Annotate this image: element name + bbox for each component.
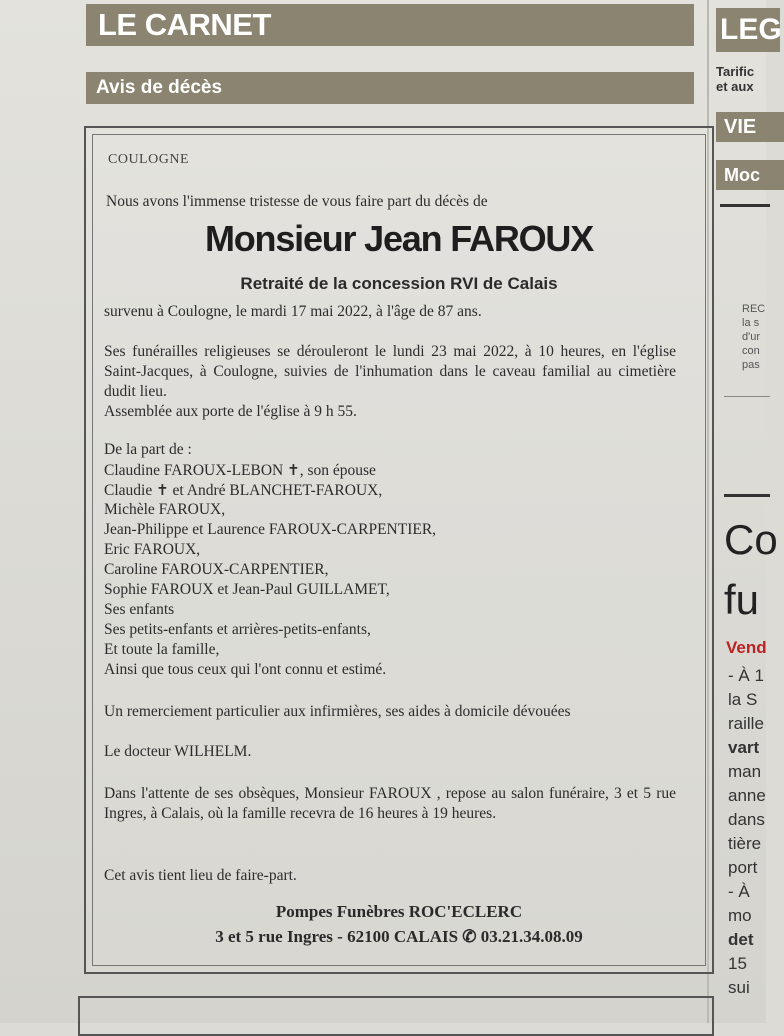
family-member-line: [104, 500, 676, 520]
right-column-body-line: 15: [728, 954, 747, 973]
family-member-name: Michèle FAROUX,: [104, 501, 226, 518]
right-column-body-line: port: [728, 858, 758, 877]
rule: [724, 494, 770, 497]
family-member-name: Jean-Philippe et Laurence FAROUX-CARPENTIER,: [104, 521, 437, 538]
family-member-line: [104, 640, 676, 660]
right-column-body-line: anne: [728, 786, 766, 805]
right-column-body-line: sui: [728, 978, 750, 997]
right-column-body-line: tière: [728, 834, 762, 853]
funeral-company-address: 3 et 5 rue Ingres - 62100 CALAIS ✆ 03.21.34.08.09: [215, 927, 583, 946]
right-column-small-line: pas: [742, 359, 760, 371]
rule: [720, 204, 770, 207]
right-column-bar-moc: Moc: [716, 160, 784, 190]
right-column-small-line: d'ur: [742, 331, 760, 343]
right-column-small-line: con: [742, 345, 760, 357]
thanks-doctor: Le docteur WILHELM.: [104, 743, 252, 760]
next-notice-box: [78, 996, 714, 1036]
family-member-relation: , son épouse: [299, 462, 376, 479]
right-column-headline: [724, 510, 778, 630]
rule: [724, 396, 770, 397]
assembly-text: Assemblée aux porte de l'église à 9 h 55.: [104, 403, 357, 420]
family-member-name: Claudine FAROUX-LEBON: [104, 462, 288, 479]
headline-line: fu: [724, 576, 760, 623]
right-column-small-line: REC: [742, 303, 766, 315]
tarif-line: Tarific: [716, 64, 755, 79]
family-member-line: [104, 460, 676, 480]
cross-icon: ✝: [156, 481, 169, 499]
right-column-red-word: Vend: [726, 638, 767, 657]
right-column-body-line: - À: [728, 882, 750, 901]
cross-icon: ✝: [287, 461, 300, 479]
family-member-line: [104, 580, 676, 600]
right-column-body-line: dans: [728, 810, 765, 829]
family-member-name: Eric FAROUX,: [104, 541, 201, 558]
family-member-name: Claudie: [104, 482, 157, 499]
right-column-body-line: - À 1: [728, 666, 764, 685]
notice-town: COULOGNE: [108, 152, 189, 167]
right-column-tarif: [716, 64, 754, 94]
rest-text: Dans l'attente de ses obsèques, Monsieur FAROUX , repose au salon funéraire, 3 et 5 rue Ingres, à Calais, où la famille recevra de 16 heures à 19 heures.: [104, 785, 676, 822]
right-column-small-line: la s: [742, 317, 760, 329]
right-column-body-line: raille: [728, 714, 764, 733]
right-column-body-line: vart: [728, 738, 760, 757]
funeral-company-name: Pompes Funèbres ROC'ECLERC: [275, 902, 523, 921]
family-member-name: Et toute la famille,: [104, 641, 220, 658]
right-column-bar-vie: VIE: [716, 112, 784, 142]
family-member-name: Ses enfants: [104, 601, 175, 618]
headline-line: Co: [724, 516, 778, 563]
family-member-line: [104, 520, 676, 540]
death-line: survenu à Coulogne, le mardi 17 mai 2022, à l'âge de 87 ans.: [104, 303, 482, 320]
notice-intro: Nous avons l'immense tristesse de vous faire part du décès de: [106, 193, 488, 210]
family-member-relation: et André BLANCHET-FAROUX,: [168, 482, 383, 499]
section-header: LE CARNET: [86, 4, 694, 46]
right-column-body-line: man: [728, 762, 762, 781]
faire-part-text: Cet avis tient lieu de faire-part.: [104, 867, 297, 884]
subsection-header: Avis de décès: [86, 72, 694, 104]
family-member-line: [104, 620, 676, 640]
family-member-line: [104, 560, 676, 580]
family-member-name: Ainsi que tous ceux qui l'ont connu et estimé.: [104, 661, 387, 678]
family-member-line: [104, 540, 676, 560]
right-column-body-line: det: [728, 930, 754, 949]
family-member-line: [104, 480, 676, 500]
deceased-subtitle: Retraité de la concession RVI de Calais: [240, 274, 558, 293]
family-member-name: Ses petits-enfants et arrières-petits-enfants,: [104, 621, 371, 638]
family-member-line: [104, 600, 676, 620]
right-column-body-line: la S: [728, 690, 758, 709]
family-member-line: [104, 660, 676, 680]
thanks-text: Un remerciement particulier aux infirmières, ses aides à domicile dévouées: [104, 703, 571, 720]
right-column-body-line: mo: [728, 906, 752, 925]
right-column-body: [728, 664, 766, 1000]
right-column-small-text: [742, 302, 765, 372]
family-member-name: Caroline FAROUX-CARPENTIER,: [104, 561, 329, 578]
family-heading: De la part de :: [104, 441, 192, 458]
family-list: [104, 460, 676, 680]
right-column-header: LEG: [716, 8, 780, 52]
tarif-line: et aux: [716, 79, 754, 94]
funeral-text: Ses funérailles religieuses se dérouleront le lundi 23 mai 2022, à 10 heures, en l'église Saint-Jacques, à Coulogne, suivies de l'inhumation dans le caveau familial au cimetière dudit lieu.: [104, 343, 676, 400]
family-member-name: Sophie FAROUX et Jean-Paul GUILLAMET,: [104, 581, 390, 598]
deceased-name: Monsieur Jean FAROUX: [204, 218, 594, 259]
